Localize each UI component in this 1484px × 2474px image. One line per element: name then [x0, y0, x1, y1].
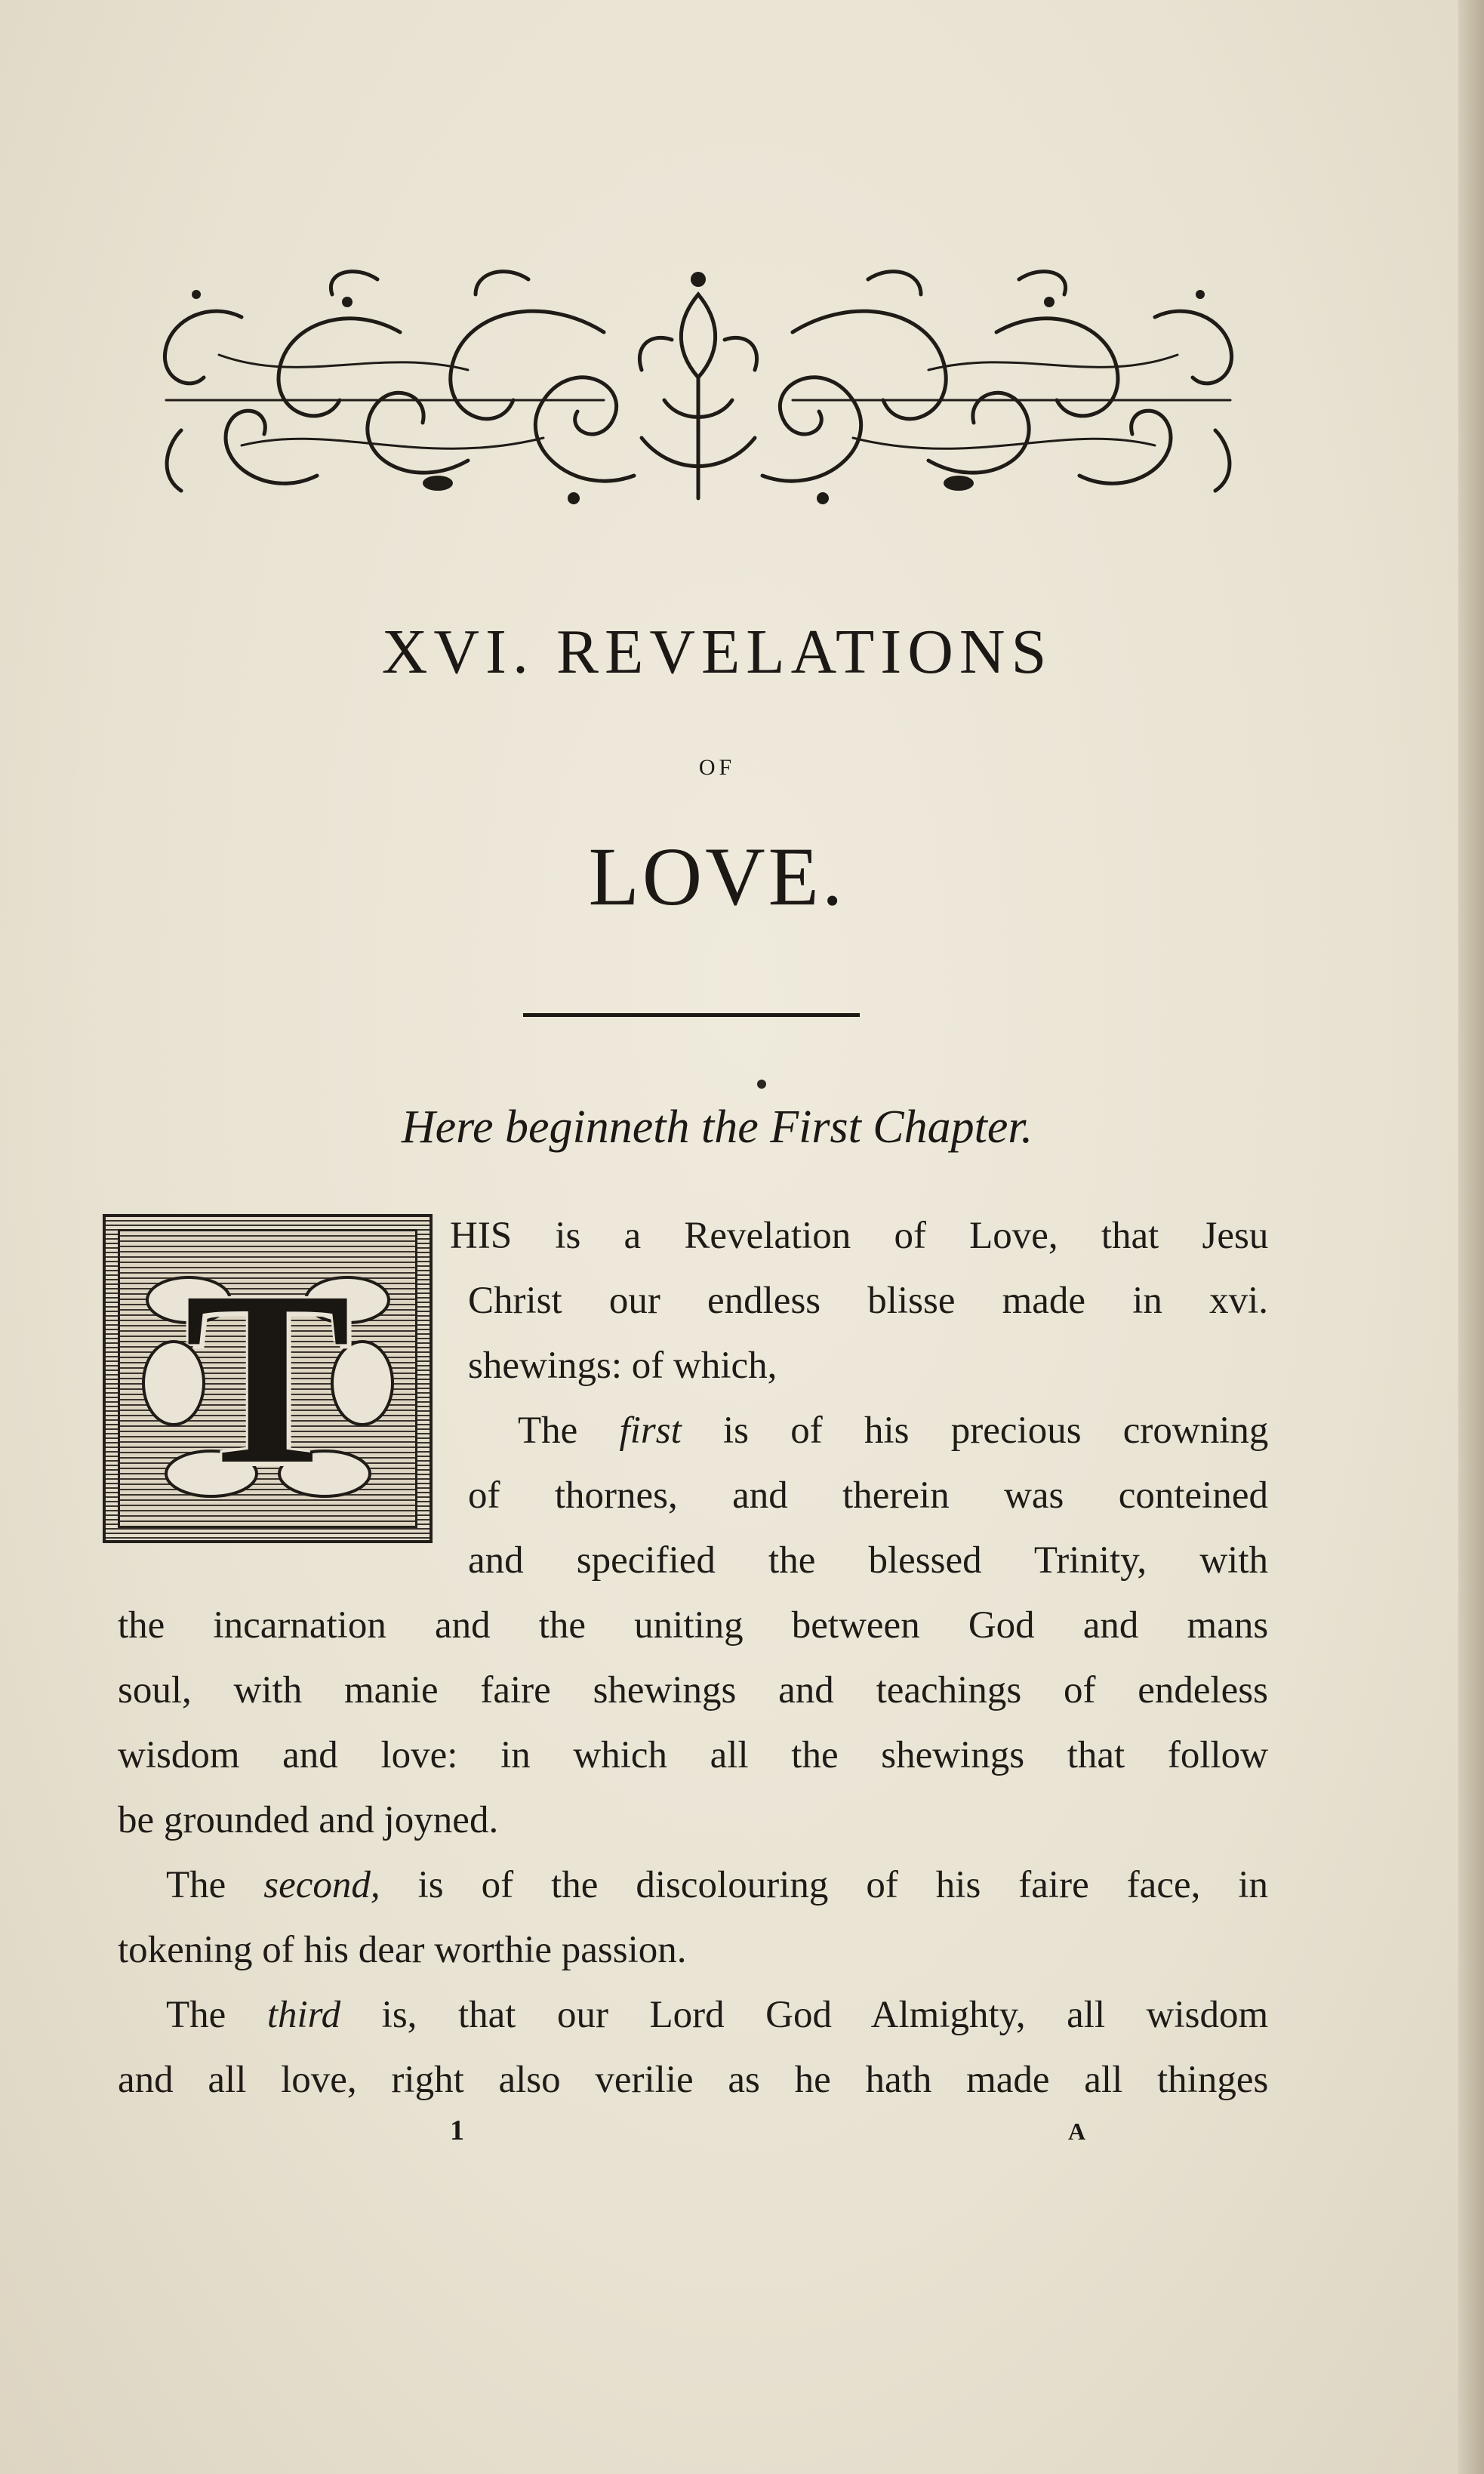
book-title: XVI. REVELATIONS	[381, 617, 1053, 687]
ornament-dot	[757, 1080, 766, 1089]
title-rule-divider	[523, 1013, 860, 1017]
text-line: shewings: of which,	[468, 1345, 777, 1387]
page-edge	[1458, 0, 1484, 2474]
emphasis-first: first	[619, 1410, 682, 1452]
chapter-heading: Here beginneth the First Chapter.	[401, 1101, 1033, 1153]
text-line: be grounded and joyned.	[118, 1799, 499, 1841]
text-line: and specified the blessed Trinity, with	[468, 1539, 1268, 1582]
text-run: is of the discolouring of his faire face, in	[380, 1864, 1268, 1906]
text-run: is, that our Lord God Almighty, all wisdom	[340, 1994, 1269, 2036]
emphasis-third: third	[266, 1994, 341, 2036]
text-line: of thornes, and therein was conteined	[468, 1474, 1268, 1517]
text-line: Christ our endless blisse made in xvi.	[468, 1280, 1268, 1322]
emphasis-second: second,	[263, 1864, 380, 1906]
text-line: soul, with manie faire shewings and teachings of endeless	[118, 1669, 1268, 1711]
text-line	[518, 1409, 1268, 1453]
book-title-subject: LOVE.	[588, 830, 846, 923]
text-run: The	[166, 1864, 264, 1906]
text-run: The	[166, 1994, 267, 2036]
text-line	[166, 1993, 1268, 2037]
drop-cap-letter: T	[184, 1240, 351, 1516]
text-line	[166, 1863, 1268, 1907]
text-line: the incarnation and the uniting between God and mans	[118, 1604, 1269, 1647]
signature-mark: A	[1068, 2118, 1086, 2145]
title-connector: OF	[698, 755, 736, 780]
text-run: The	[518, 1410, 620, 1452]
text-line: and all love, right also verilie as he hath made all thinges	[118, 2059, 1269, 2101]
text-line: HIS is a Revelation of Love, that Jesu	[450, 1215, 1269, 1257]
floral-headpiece-ornament	[151, 249, 1245, 521]
page-number: 1	[450, 2115, 464, 2146]
text-run: is of his precious crowning	[681, 1410, 1269, 1452]
drop-cap-initial	[103, 1214, 433, 1543]
text-line: wisdom and love: in which all the shewings that follow	[118, 1734, 1268, 1776]
text-line: tokening of his dear worthie passion.	[118, 1929, 687, 1971]
